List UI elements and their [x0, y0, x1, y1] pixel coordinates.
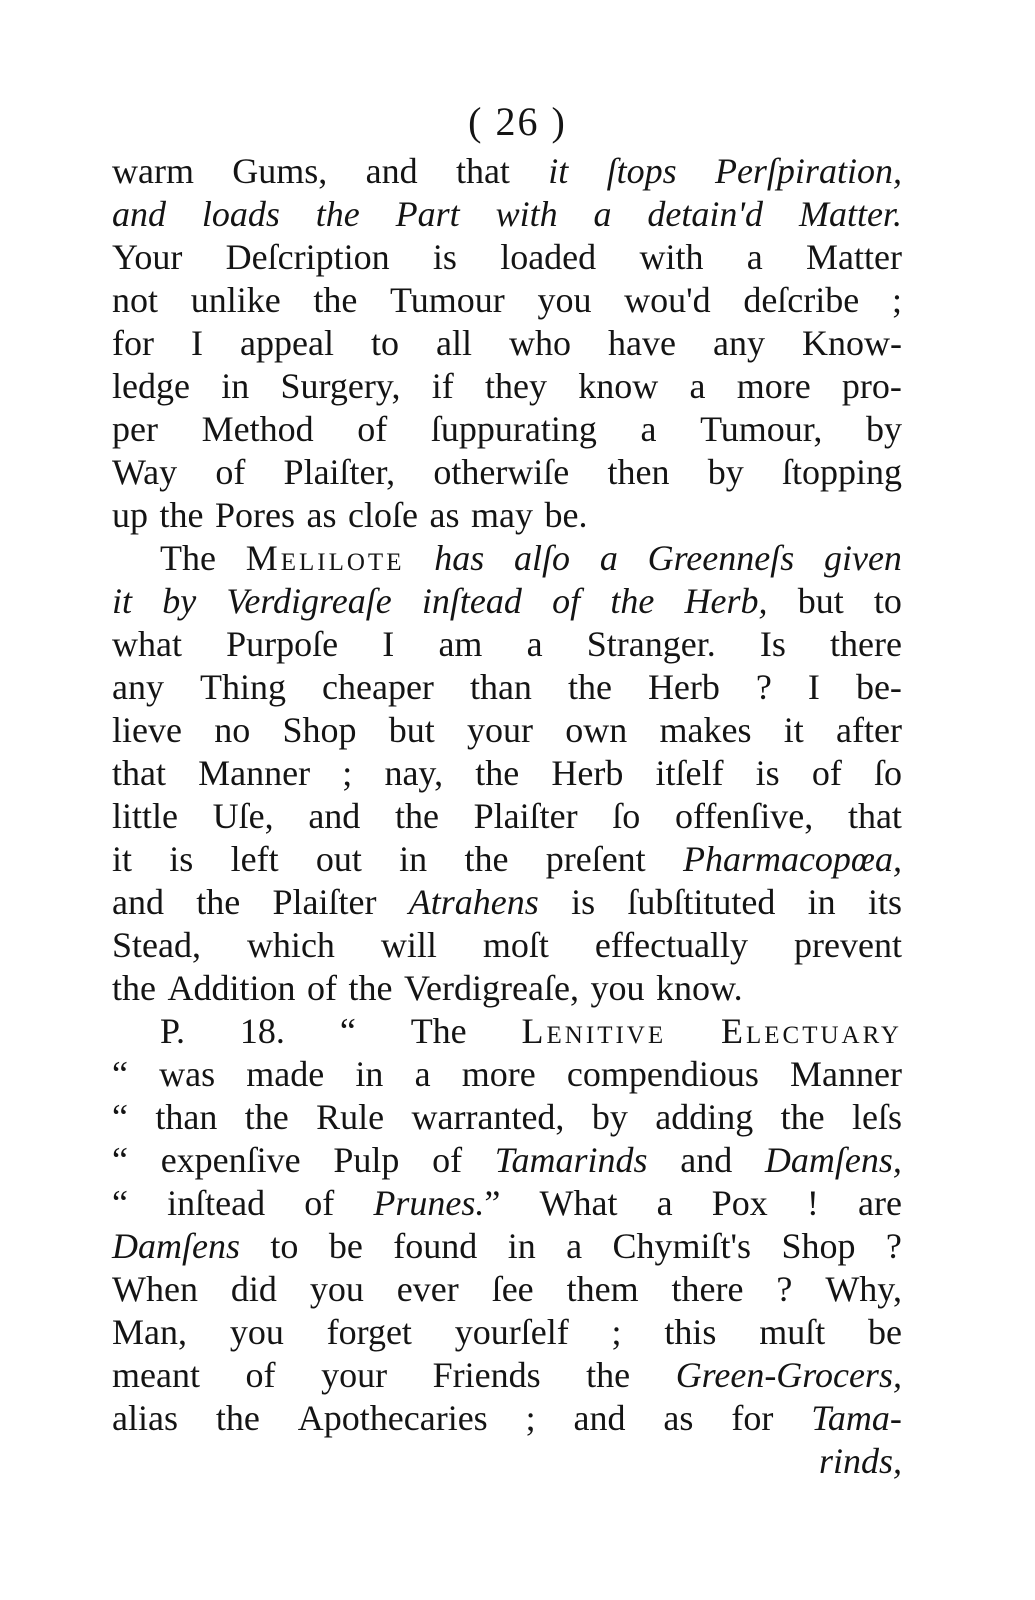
word: ?: [885, 1226, 902, 1266]
word: Uſe,: [212, 796, 274, 836]
word: a: [640, 409, 657, 449]
word: ledge: [112, 366, 190, 406]
word: and: [112, 882, 164, 922]
word: I: [382, 624, 395, 664]
word: inſtead: [167, 1183, 266, 1223]
word: ſee: [491, 1269, 534, 1309]
word: by: [591, 1097, 628, 1137]
word: and: [112, 194, 166, 234]
text-line: [112, 752, 902, 795]
word: Plaiſter: [272, 882, 377, 922]
word: adding: [655, 1097, 754, 1137]
word: Herb: [551, 753, 624, 793]
word: Thing: [200, 667, 286, 707]
word: Shop: [781, 1226, 856, 1266]
word: and: [680, 1140, 733, 1180]
word: Shop: [282, 710, 357, 750]
word: !: [806, 1183, 819, 1223]
word: Pulp: [333, 1140, 400, 1180]
word: preſent: [545, 839, 646, 879]
word: what: [112, 624, 182, 664]
word: that: [847, 796, 902, 836]
word: of: [245, 1355, 276, 1395]
word: you: [309, 1269, 364, 1309]
word: the: [586, 1355, 631, 1395]
word: Matter: [806, 237, 902, 277]
word: effectually: [594, 925, 749, 965]
word: any: [112, 667, 164, 707]
body-text: [112, 150, 902, 1483]
word: be: [868, 1312, 902, 1352]
word: Friends: [432, 1355, 541, 1395]
text-line: [112, 666, 902, 709]
word: Prunes.”: [373, 1183, 501, 1223]
word: by: [707, 452, 744, 492]
word: ;: [611, 1312, 622, 1352]
word: forget: [326, 1312, 412, 1352]
word: the: [610, 581, 655, 621]
word: Stranger.: [586, 624, 716, 664]
text-line: [112, 1096, 902, 1139]
word: compendious: [566, 1054, 759, 1094]
word: them: [566, 1269, 639, 1309]
word: Your: [112, 237, 183, 277]
word: then: [607, 452, 670, 492]
word: to: [873, 581, 902, 621]
word: they: [484, 366, 547, 406]
word: Man,: [112, 1312, 187, 1352]
word: there: [671, 1269, 744, 1309]
text-line: [112, 1010, 902, 1053]
word: have: [608, 323, 676, 363]
word: the: [475, 753, 520, 793]
text-line: [112, 1225, 902, 1268]
word: nay,: [384, 753, 444, 793]
word: yourſelf: [454, 1312, 569, 1352]
word: Plaiſter: [473, 796, 578, 836]
word: prevent: [794, 925, 902, 965]
word: Apothecaries: [297, 1398, 488, 1438]
word: of: [304, 1183, 335, 1223]
word: “: [112, 1140, 128, 1180]
word: Chymiſt's: [612, 1226, 752, 1266]
word: Herb,: [684, 581, 768, 621]
word: am: [438, 624, 483, 664]
word: Know-: [802, 323, 902, 363]
word: offenſive,: [674, 796, 814, 836]
word: more: [461, 1054, 536, 1094]
word: deſcribe: [743, 280, 860, 320]
word: Atrahens: [408, 882, 539, 922]
word: are: [858, 1183, 902, 1223]
word: as: [429, 495, 460, 535]
text-line: [112, 709, 902, 752]
word: than: [155, 1097, 218, 1137]
word: little: [112, 796, 178, 836]
word: Why,: [825, 1269, 902, 1309]
text-line: [112, 881, 902, 924]
word: Damſens,: [764, 1140, 902, 1180]
word: The: [410, 1011, 467, 1051]
word: ?: [755, 667, 772, 707]
word: know.: [655, 968, 743, 1008]
word: Verdigreaſe: [226, 581, 392, 621]
word: inſtead: [421, 581, 522, 621]
word: you: [537, 280, 592, 320]
word: Manner: [790, 1054, 902, 1094]
word: ?: [776, 1269, 793, 1309]
word: your: [321, 1355, 388, 1395]
word: cheaper: [322, 667, 434, 707]
text-line: [112, 1311, 902, 1354]
word: Damſens: [112, 1226, 240, 1266]
word: of: [432, 1140, 463, 1180]
word: will: [380, 925, 437, 965]
word: the: [348, 968, 393, 1008]
word: a: [689, 366, 706, 406]
word: made: [246, 1054, 325, 1094]
word: Way: [112, 452, 178, 492]
word: and: [365, 151, 418, 191]
word: a: [656, 1183, 673, 1223]
word: ſuppurating: [430, 409, 597, 449]
word: that: [112, 753, 166, 793]
word: Deſcription: [225, 237, 390, 277]
word: warm: [112, 151, 194, 191]
word: of: [357, 409, 388, 449]
word: it: [112, 581, 133, 621]
word: and: [573, 1398, 626, 1438]
word: ſtopping: [781, 452, 902, 492]
text-line: [112, 1139, 902, 1182]
word: of: [811, 753, 842, 793]
word: the: [780, 1097, 825, 1137]
word: the: [244, 1097, 289, 1137]
word: Method: [201, 409, 314, 449]
word: out: [315, 839, 362, 879]
word: a: [746, 237, 763, 277]
word: What: [539, 1183, 618, 1223]
word: wou'd: [624, 280, 711, 320]
word: Tamarinds: [494, 1140, 648, 1180]
word: per: [112, 409, 158, 449]
word: is: [571, 882, 596, 922]
text-line: [112, 1268, 902, 1311]
word: Pores: [215, 495, 296, 535]
word: 18.: [239, 1011, 285, 1051]
word: of: [552, 581, 581, 621]
word: has: [434, 538, 485, 578]
word: was: [159, 1054, 216, 1094]
word: for: [731, 1398, 774, 1438]
word: no: [214, 710, 251, 750]
word: makes: [659, 710, 752, 750]
text-line: [112, 365, 902, 408]
word: it: [783, 710, 804, 750]
word: detain'd: [647, 194, 764, 234]
word: Manner: [198, 753, 311, 793]
word: Pharmacopœa,: [682, 839, 902, 879]
word: When: [112, 1269, 198, 1309]
word: warranted,: [411, 1097, 565, 1137]
word: leſs: [851, 1097, 902, 1137]
word: moſt: [482, 925, 549, 965]
word: ;: [342, 753, 353, 793]
word: expenſive: [160, 1140, 301, 1180]
word: for: [112, 323, 154, 363]
word: of: [215, 452, 246, 492]
word: it: [112, 839, 133, 879]
word: by: [865, 409, 902, 449]
word: know: [578, 366, 659, 406]
word: Tumour,: [700, 409, 823, 449]
word: Stead,: [112, 925, 201, 965]
word: in: [807, 882, 836, 922]
word: left: [230, 839, 279, 879]
word: Tumour: [390, 280, 505, 320]
word: more: [736, 366, 811, 406]
word: pro-: [841, 366, 902, 406]
word: as: [663, 1398, 694, 1438]
word: its: [867, 882, 902, 922]
word: “: [339, 1011, 356, 1051]
word: I: [807, 667, 820, 707]
word: the: [196, 882, 241, 922]
word: ;: [891, 280, 902, 320]
text-line: [112, 537, 902, 580]
word: who: [509, 323, 571, 363]
word: there: [830, 624, 902, 664]
word: appeal: [240, 323, 334, 363]
word: Green-Grocers,: [675, 1355, 902, 1395]
text-line: [112, 795, 902, 838]
word: which: [246, 925, 335, 965]
word: cloſe: [348, 495, 419, 535]
word: ſubſtituted: [627, 882, 776, 922]
word: unlike: [190, 280, 281, 320]
word: your: [467, 710, 534, 750]
word: Part: [395, 194, 460, 234]
word: Perſpiration,: [714, 151, 902, 191]
word: not: [112, 280, 159, 320]
word: loads: [201, 194, 280, 234]
text-line: [112, 236, 902, 279]
word: but: [388, 710, 435, 750]
word: Tama-: [811, 1398, 902, 1438]
word: in: [507, 1226, 536, 1266]
word: alias: [112, 1398, 178, 1438]
word: Herb: [647, 667, 720, 707]
word: and: [308, 796, 361, 836]
word: found: [393, 1226, 478, 1266]
word: be-: [855, 667, 902, 707]
word: is: [755, 753, 780, 793]
word: muſt: [759, 1312, 826, 1352]
word: meant: [112, 1355, 200, 1395]
word: Is: [759, 624, 786, 664]
word: I: [191, 323, 203, 363]
text-line: [112, 1053, 902, 1096]
word: as: [306, 495, 337, 535]
word: any: [713, 323, 765, 363]
word: “: [112, 1183, 128, 1223]
word: Pox: [711, 1183, 768, 1223]
word: the: [394, 796, 439, 836]
word: ever: [396, 1269, 459, 1309]
word: Greenneſs: [647, 538, 795, 578]
catchword-text: rinds,: [818, 1441, 902, 1481]
word: Verdigreaſe,: [404, 968, 579, 1008]
word: that: [455, 151, 510, 191]
text-line: [112, 1182, 902, 1225]
text-line: [112, 1397, 902, 1440]
word: with: [495, 194, 558, 234]
word: it: [548, 151, 569, 191]
word: the: [112, 968, 156, 1008]
word: by: [162, 581, 197, 621]
word: The: [160, 538, 216, 578]
text-line: [112, 279, 902, 322]
word: the: [464, 839, 509, 879]
word: if: [431, 366, 454, 406]
word: P.: [160, 1011, 186, 1051]
word: be.: [544, 495, 588, 535]
word: otherwiſe: [433, 452, 570, 492]
page-number: ( 26 ): [468, 99, 567, 144]
word: ſo: [612, 796, 641, 836]
text-line: [112, 924, 902, 967]
word: ſo: [873, 753, 902, 793]
word: is: [169, 839, 194, 879]
word: all: [436, 323, 472, 363]
word: may: [471, 495, 534, 535]
word: of: [307, 968, 338, 1008]
text-line: [112, 322, 902, 365]
text-line: [112, 838, 902, 881]
word: Melilote: [245, 538, 405, 578]
text-line: [112, 451, 902, 494]
word: but: [797, 581, 844, 621]
word: than: [469, 667, 532, 707]
word: Surgery,: [280, 366, 401, 406]
text-line: [112, 967, 902, 1010]
word: Lenitive: [521, 1011, 667, 1051]
word: to: [370, 323, 399, 363]
word: in: [355, 1054, 384, 1094]
word: own: [565, 710, 628, 750]
word: given: [823, 538, 902, 578]
word: lieve: [112, 710, 182, 750]
catchword: [112, 1440, 902, 1483]
word: this: [664, 1312, 717, 1352]
word: to: [270, 1226, 299, 1266]
word: “: [112, 1054, 128, 1094]
word: Matter.: [798, 194, 902, 234]
text-line: [112, 1354, 902, 1397]
word: Purpoſe: [226, 624, 339, 664]
word: Addition: [167, 968, 296, 1008]
word: the: [567, 667, 612, 707]
word: be: [328, 1226, 363, 1266]
word: “: [112, 1097, 128, 1137]
word: loaded: [500, 237, 597, 277]
word: the: [313, 280, 358, 320]
word: in: [399, 839, 428, 879]
word: is: [432, 237, 457, 277]
word: in: [221, 366, 250, 406]
word: Gums,: [232, 151, 328, 191]
word: itſelf: [655, 753, 724, 793]
word: with: [639, 237, 704, 277]
text-line: [112, 623, 902, 666]
word: the: [215, 1398, 260, 1438]
word: ſtops: [606, 151, 677, 191]
text-line: [112, 494, 902, 537]
word: you: [590, 968, 645, 1008]
word: a: [414, 1054, 431, 1094]
word: the: [315, 194, 360, 234]
word: a: [593, 194, 612, 234]
word: a: [599, 538, 618, 578]
word: a: [566, 1226, 583, 1266]
word: you: [229, 1312, 284, 1352]
word: Plaiſter,: [283, 452, 396, 492]
word: the: [159, 495, 204, 535]
text-line: [112, 580, 902, 623]
word: after: [836, 710, 902, 750]
word: did: [230, 1269, 277, 1309]
text-line: [112, 408, 902, 451]
word: up: [112, 495, 148, 535]
text-line: [112, 150, 902, 193]
word: a: [526, 624, 543, 664]
text-line: [112, 193, 902, 236]
word: ;: [525, 1398, 536, 1438]
word: Electuary: [721, 1011, 902, 1051]
word: Rule: [316, 1097, 385, 1137]
word: alſo: [514, 538, 571, 578]
